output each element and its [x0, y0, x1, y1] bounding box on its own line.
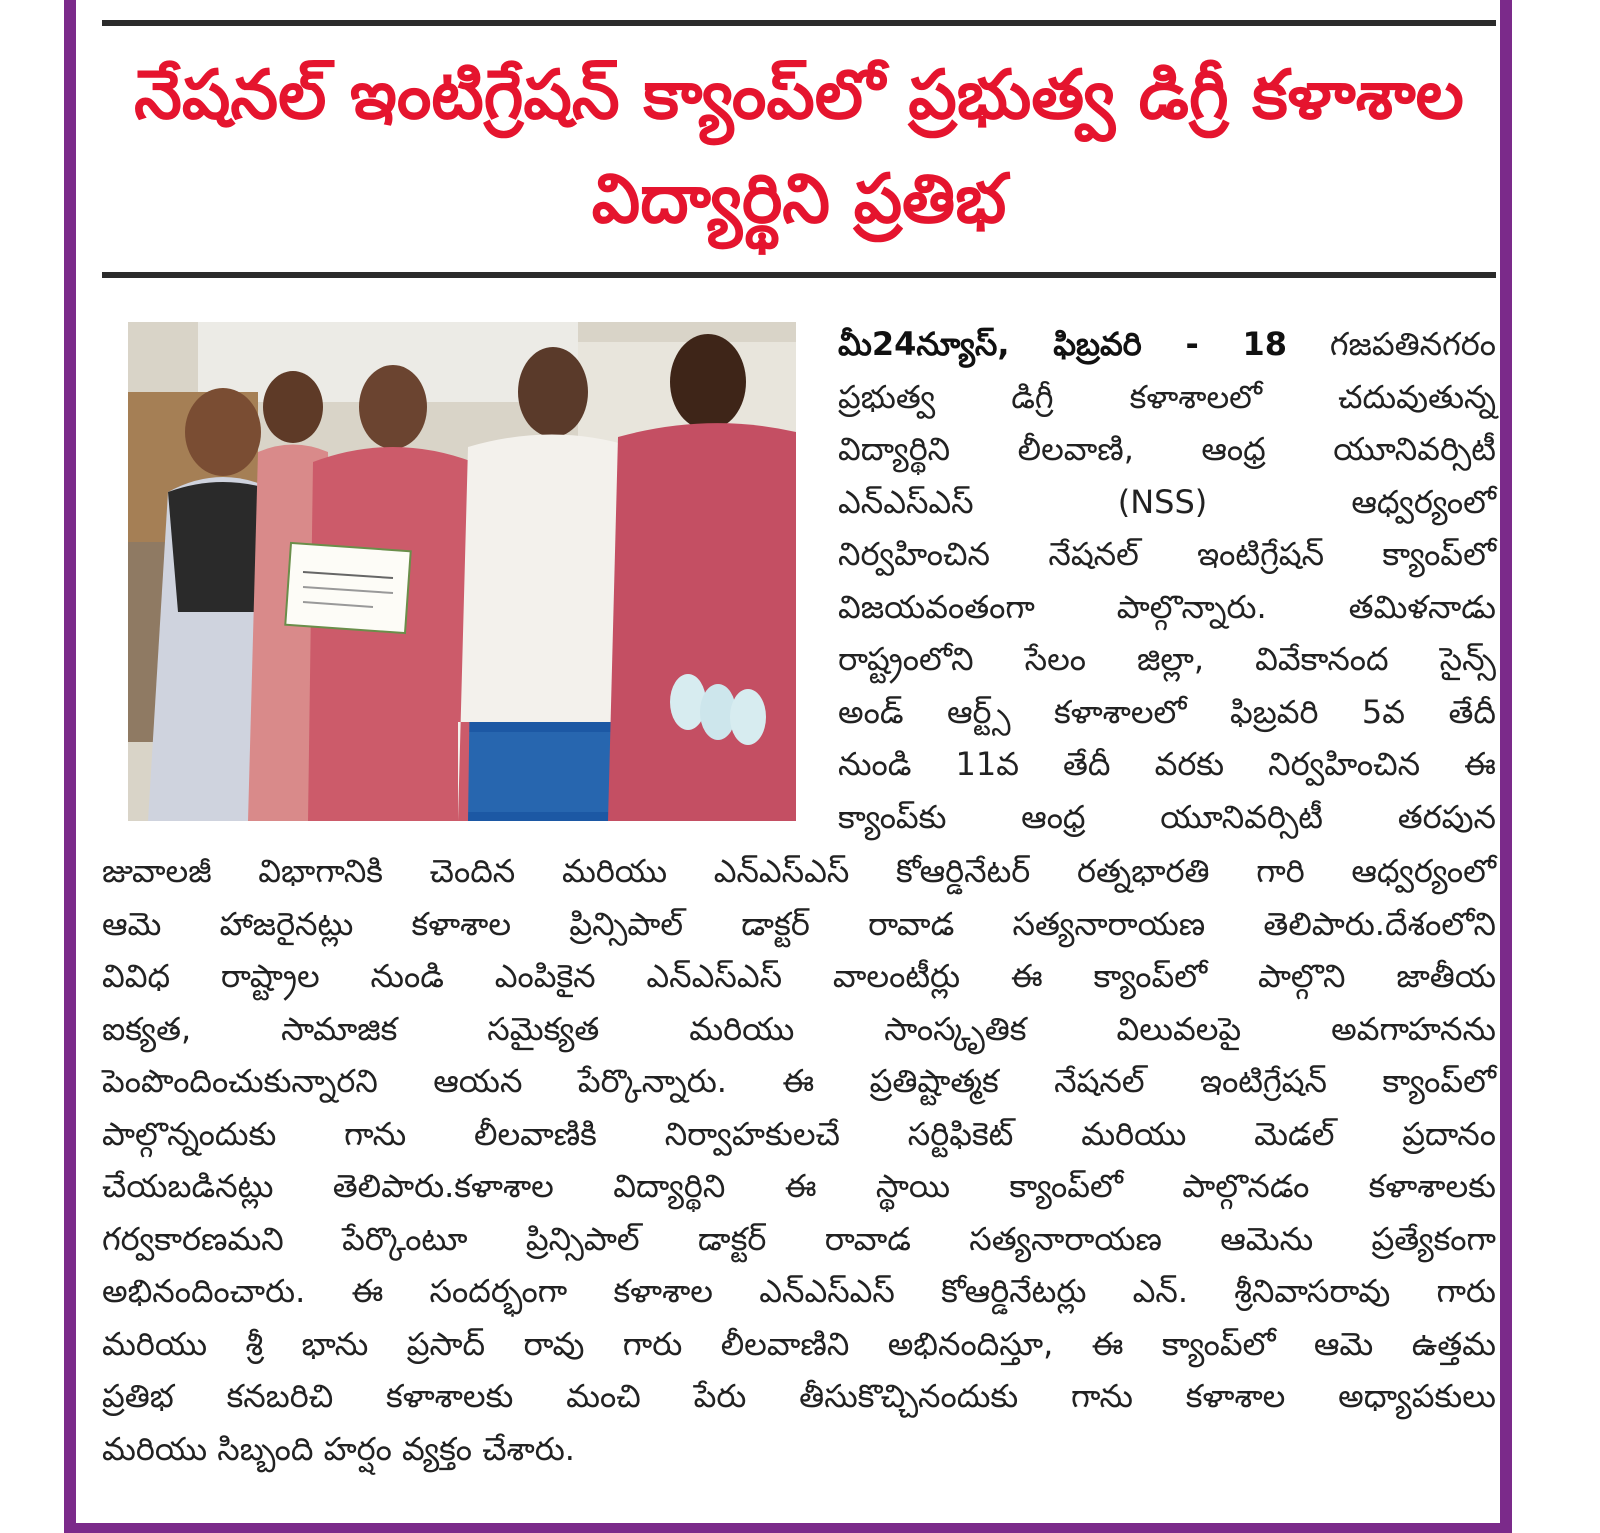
headline	[102, 44, 1496, 252]
article-line: ఆమె హాజరైనట్లు కళాశాల ప్రిన్సిపాల్ డాక్టర్ రావాడ సత్యనారాయణ తెలిపారు.దేశంలోని	[102, 904, 1496, 943]
top-rule	[102, 20, 1496, 26]
dateline: మీ24న్యూస్, ఫిబ్రవరి - 18	[838, 325, 1288, 363]
photo-illustration	[128, 322, 796, 821]
article-line: విజయవంతంగా పాల్గొన్నారు. తమిళనాడు	[838, 587, 1496, 626]
headline-line-1: నేషనల్ ఇంటిగ్రేషన్ క్యాంప్‌లో ప్రభుత్వ డిగ్రీ కళాశాల	[134, 56, 1464, 135]
article-line: ఎన్ఎస్ఎస్ (NSS) ఆధ్వర్యంలో	[838, 482, 1496, 521]
article-line: ప్రతిభ కనబరిచి కళాశాలకు మంచి పేరు తీసుకొచ్చినందుకు గాను కళాశాల అధ్యాపకులు	[102, 1377, 1496, 1415]
headline-line-2: విద్యార్థిని ప్రతిభ	[591, 160, 1007, 239]
article-line: గర్వకారణమని పేర్కొంటూ ప్రిన్సిపాల్ డాక్టర్ రావాడ సత్యనారాయణ ఆమెను ప్రత్యేకంగా	[102, 1219, 1496, 1258]
article-line: మరియు సిబ్బంది హర్షం వ్యక్తం చేశారు.	[102, 1429, 575, 1468]
article-line: జువాలజీ విభాగానికి చెందిన మరియు ఎన్ఎస్ఎస్ కోఆర్డినేటర్ రత్నభారతి గారి ఆధ్వర్యంలో	[102, 852, 1496, 890]
article-full-width	[102, 845, 1496, 1475]
article-line: క్యాంప్‌కు ఆంధ్ర యూనివర్సిటీ తరపున	[838, 797, 1496, 836]
article-line: రాష్ట్రంలోని సేలం జిల్లా, వివేకానంద సైన్స్	[838, 640, 1496, 678]
article-line: అండ్ ఆర్ట్స్ కళాశాలలో ఫిబ్రవరి 5వ తేదీ	[838, 692, 1496, 731]
article-line: అభినందించారు. ఈ సందర్భంగా కళాశాల ఎన్ఎస్ఎస్ కోఆర్డినేటర్లు ఎన్. శ్రీనివాసరావు గారు	[102, 1272, 1496, 1310]
article-line	[838, 318, 1496, 371]
news-photo	[128, 322, 796, 821]
article-line: చేయబడినట్లు తెలిపారు.కళాశాల విద్యార్థిని ఈ స్థాయి క్యాంప్‌లో పాల్గొనడం కళాశాలకు	[102, 1167, 1496, 1205]
article-line: వివిధ రాష్ట్రాల నుండి ఎంపికైన ఎన్ఎస్ఎస్ వాలంటీర్లు ఈ క్యాంప్‌లో పాల్గొని జాతీయ	[102, 957, 1496, 995]
article-line: నిర్వహించిన నేషనల్ ఇంటిగ్రేషన్ క్యాంప్‌లో	[838, 535, 1496, 573]
article-line: పెంపొందించుకున్నారని ఆయన పేర్కొన్నారు. ఈ ప్రతిష్టాత్మక నేషనల్ ఇంటిగ్రేషన్ క్యాంప్‌లో	[102, 1062, 1496, 1100]
article-line: విద్యార్థిని లీలవాణి, ఆంధ్ర యూనివర్సిటీ	[838, 430, 1496, 468]
certificate	[285, 543, 410, 633]
article-line: ప్రభుత్వ డిగ్రీ కళాశాలలో చదువుతున్న	[838, 377, 1496, 416]
article-line: ఐక్యత, సామాజిక సమైక్యత మరియు సాంస్కృతిక విలువలపై అవగాహనను	[102, 1009, 1496, 1048]
article-right-column	[838, 318, 1496, 843]
article-line: పాల్గొన్నందుకు గాను లీలవాణికి నిర్వాహకులచే సర్టిఫికెట్ మరియు మెడల్ ప్రదానం	[102, 1114, 1496, 1153]
article-line: మరియు శ్రీ భాను ప్రసాద్ రావు గారు లీలవాణిని అభినందిస్తూ, ఈ క్యాంప్‌లో ఆమె ఉత్తమ	[102, 1324, 1496, 1363]
headline-rule	[102, 272, 1496, 278]
article-line: నుండి 11వ తేదీ వరకు నిర్వహించిన ఈ	[838, 745, 1496, 783]
article-line-text: గజపతినగరం	[1287, 325, 1496, 363]
